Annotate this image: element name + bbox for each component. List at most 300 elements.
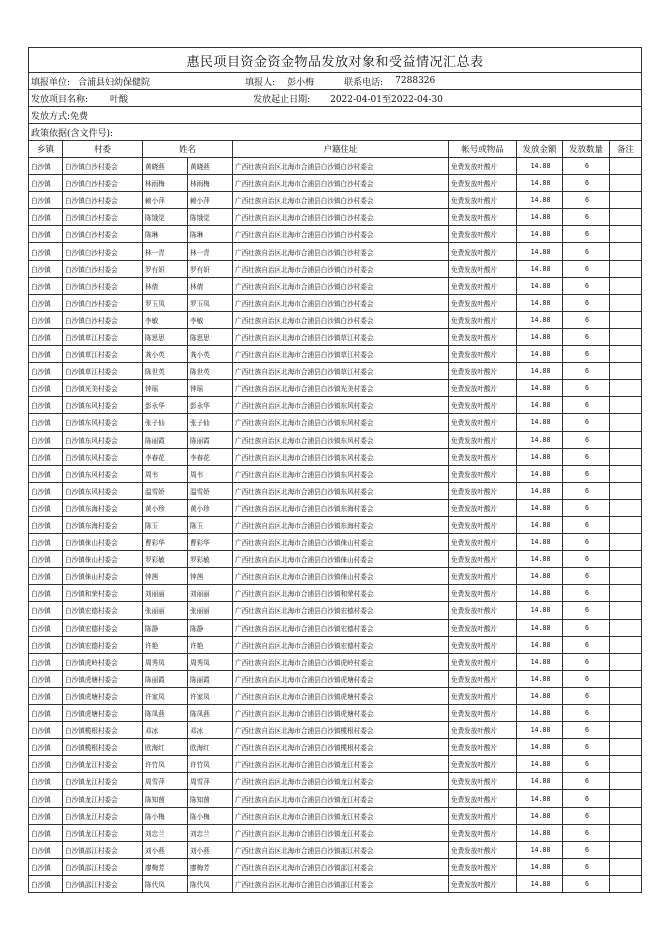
address-cell: 广西壮族自治区北海市合浦县白沙镇龙江村委会 xyxy=(233,756,449,773)
item-cell: 免费发放叶酸片 xyxy=(449,653,517,670)
town-cell: 白沙镇 xyxy=(29,516,63,533)
remark-cell xyxy=(610,790,642,807)
table-row xyxy=(29,363,642,380)
name-cell: 刘小燕 xyxy=(143,841,188,858)
remark-cell xyxy=(610,175,642,192)
quantity-cell: 6 xyxy=(563,790,610,807)
phone-label: 联系电话: xyxy=(344,77,384,88)
amount-cell: 14.88 xyxy=(517,499,563,516)
amount-cell: 14.88 xyxy=(517,397,563,414)
quantity-cell: 6 xyxy=(563,602,610,619)
item-cell: 免费发放叶酸片 xyxy=(449,346,517,363)
name-cell: 彭永华 xyxy=(143,397,188,414)
name-cell: 陈凤燕 xyxy=(143,705,188,722)
table-row xyxy=(29,482,642,499)
reporter-label: 填报人: xyxy=(245,77,276,88)
quantity-cell: 6 xyxy=(563,585,610,602)
town-cell: 白沙镇 xyxy=(29,670,63,687)
remark-cell xyxy=(610,858,642,875)
table-row xyxy=(29,841,642,858)
village-cell: 白沙镇白沙村委会 xyxy=(63,311,143,328)
address-cell: 广西壮族自治区北海市合浦县白沙镇虎塘村委会 xyxy=(233,670,449,687)
item-cell: 免费发放叶酸片 xyxy=(449,499,517,516)
village-cell: 白沙镇白沙村委会 xyxy=(63,158,143,175)
name-cell: 黄晓燕 xyxy=(143,158,188,175)
address-cell: 广西壮族自治区北海市合浦县白沙镇白沙村委会 xyxy=(233,243,449,260)
name-copy-cell: 许艳 xyxy=(188,636,233,653)
name-cell: 林倩 xyxy=(143,277,188,294)
quantity-cell: 6 xyxy=(563,653,610,670)
remark-cell xyxy=(610,773,642,790)
name-cell: 周韦 xyxy=(143,465,188,482)
quantity-cell: 6 xyxy=(563,380,610,397)
village-cell: 白沙镇白沙村委会 xyxy=(63,192,143,209)
quantity-cell: 6 xyxy=(563,209,610,226)
amount-cell: 14.88 xyxy=(517,841,563,858)
address-cell: 广西壮族自治区北海市合浦县白沙镇宏德村委会 xyxy=(233,636,449,653)
header-remark: 备注 xyxy=(610,141,642,158)
name-cell: 陈饿觉 xyxy=(143,209,188,226)
item-cell: 免费发放叶酸片 xyxy=(449,636,517,653)
village-cell: 白沙镇白沙村委会 xyxy=(63,277,143,294)
item-cell: 免费发放叶酸片 xyxy=(449,260,517,277)
table-row xyxy=(29,824,642,841)
item-cell: 免费发放叶酸片 xyxy=(449,311,517,328)
item-cell: 免费发放叶酸片 xyxy=(449,670,517,687)
table-row xyxy=(29,551,642,568)
address-cell: 广西壮族自治区北海市合浦县白沙镇东海村委会 xyxy=(233,499,449,516)
quantity-cell: 6 xyxy=(563,243,610,260)
quantity-cell: 6 xyxy=(563,534,610,551)
town-cell: 白沙镇 xyxy=(29,636,63,653)
name-cell: 陈代凤 xyxy=(143,875,188,892)
item-cell: 免费发放叶酸片 xyxy=(449,516,517,533)
remark-cell xyxy=(610,328,642,345)
town-cell: 白沙镇 xyxy=(29,277,63,294)
village-cell: 白沙镇东风村委会 xyxy=(63,414,143,431)
town-cell: 白沙镇 xyxy=(29,722,63,739)
name-cell: 黄小珍 xyxy=(143,499,188,516)
name-copy-cell: 陈代凤 xyxy=(188,875,233,892)
address-cell: 广西壮族自治区北海市合浦县白沙镇白沙村委会 xyxy=(233,192,449,209)
policy-label: 政策依据(含文件号): xyxy=(31,128,114,139)
name-copy-cell: 彭永华 xyxy=(188,397,233,414)
table-row xyxy=(29,705,642,722)
name-cell: 陈思思 xyxy=(143,328,188,345)
table-row xyxy=(29,328,642,345)
town-cell: 白沙镇 xyxy=(29,858,63,875)
item-cell: 免费发放叶酸片 xyxy=(449,431,517,448)
address-cell: 广西壮族自治区北海市合浦县白沙镇东海村委会 xyxy=(233,516,449,533)
amount-cell: 14.88 xyxy=(517,465,563,482)
address-cell: 广西壮族自治区北海市合浦县白沙镇俫山村委会 xyxy=(233,568,449,585)
amount-cell: 14.88 xyxy=(517,551,563,568)
amount-cell: 14.88 xyxy=(517,328,563,345)
name-copy-cell: 林倩 xyxy=(188,277,233,294)
header-account: 帐号或物品 xyxy=(449,141,517,158)
period-value: 2022-04-01至2022-04-30 xyxy=(330,94,443,105)
town-cell: 白沙镇 xyxy=(29,175,63,192)
name-cell: 陈静 xyxy=(143,619,188,636)
address-cell: 广西壮族自治区北海市合浦县白沙镇白沙村委会 xyxy=(233,158,449,175)
name-copy-cell: 廖梅芳 xyxy=(188,858,233,875)
name-cell: 李敏 xyxy=(143,311,188,328)
name-copy-cell: 李敏 xyxy=(188,311,233,328)
address-cell: 广西壮族自治区北海市合浦县白沙镇虎塘村委会 xyxy=(233,687,449,704)
name-copy-cell: 周韦 xyxy=(188,465,233,482)
table-row xyxy=(29,311,642,328)
table-row xyxy=(29,858,642,875)
name-cell: 林一青 xyxy=(143,243,188,260)
unit-value: 合浦县妇幼保健院 xyxy=(78,77,151,88)
town-cell: 白沙镇 xyxy=(29,482,63,499)
name-cell: 罗玉凤 xyxy=(143,294,188,311)
town-cell: 白沙镇 xyxy=(29,585,63,602)
quantity-cell: 6 xyxy=(563,824,610,841)
remark-cell xyxy=(610,551,642,568)
village-cell: 白沙镇宏德村委会 xyxy=(63,636,143,653)
name-cell: 邓冰 xyxy=(143,722,188,739)
name-cell: 陈小梅 xyxy=(143,807,188,824)
page-title: 惠民项目资金资金物品发放对象和受益情况汇总表 xyxy=(29,48,642,73)
village-cell: 白沙镇草江村委会 xyxy=(63,346,143,363)
table-row xyxy=(29,294,642,311)
item-cell: 免费发放叶酸片 xyxy=(449,687,517,704)
remark-cell xyxy=(610,739,642,756)
table-row xyxy=(29,516,642,533)
name-copy-cell: 罗彩敏 xyxy=(188,551,233,568)
village-cell: 白沙镇东海村委会 xyxy=(63,516,143,533)
amount-cell: 14.88 xyxy=(517,670,563,687)
amount-cell: 14.88 xyxy=(517,687,563,704)
item-cell: 免费发放叶酸片 xyxy=(449,722,517,739)
table-row xyxy=(29,346,642,363)
remark-cell xyxy=(610,653,642,670)
name-cell: 周秀凤 xyxy=(143,653,188,670)
quantity-cell: 6 xyxy=(563,414,610,431)
amount-cell: 14.88 xyxy=(517,380,563,397)
quantity-cell: 6 xyxy=(563,807,610,824)
name-copy-cell: 刘忠兰 xyxy=(188,824,233,841)
table-row xyxy=(29,414,642,431)
table-row xyxy=(29,773,642,790)
item-cell: 免费发放叶酸片 xyxy=(449,534,517,551)
remark-cell xyxy=(610,841,642,858)
address-cell: 广西壮族自治区北海市合浦县白沙镇龙江村委会 xyxy=(233,824,449,841)
table-row xyxy=(29,687,642,704)
item-cell: 免费发放叶酸片 xyxy=(449,739,517,756)
address-cell: 广西壮族自治区北海市合浦县白沙镇白沙村委会 xyxy=(233,209,449,226)
name-copy-cell: 黄晓燕 xyxy=(188,158,233,175)
quantity-cell: 6 xyxy=(563,431,610,448)
name-copy-cell: 邓冰 xyxy=(188,722,233,739)
name-cell: 钟瑶 xyxy=(143,380,188,397)
address-cell: 广西壮族自治区北海市合浦县白沙镇龙江村委会 xyxy=(233,807,449,824)
name-copy-cell: 陈静 xyxy=(188,619,233,636)
village-cell: 白沙镇东海村委会 xyxy=(63,499,143,516)
remark-cell xyxy=(610,414,642,431)
quantity-cell: 6 xyxy=(563,875,610,892)
project-value: 叶酸 xyxy=(110,94,129,105)
item-cell: 免费发放叶酸片 xyxy=(449,756,517,773)
address-cell: 广西壮族自治区北海市合浦县白沙镇光美村委会 xyxy=(233,380,449,397)
name-copy-cell: 欧海红 xyxy=(188,739,233,756)
village-cell: 白沙镇俫山村委会 xyxy=(63,568,143,585)
header-amount: 发放金额 xyxy=(517,141,563,158)
item-cell: 免费发放叶酸片 xyxy=(449,790,517,807)
summary-sheet xyxy=(28,47,641,893)
remark-cell xyxy=(610,705,642,722)
unit-label: 填报单位: xyxy=(31,77,71,88)
address-cell: 广西壮族自治区北海市合浦县白沙镇东风村委会 xyxy=(233,482,449,499)
village-cell: 白沙镇虎塘村委会 xyxy=(63,670,143,687)
table-header-row xyxy=(29,141,642,158)
name-cell: 陈世英 xyxy=(143,363,188,380)
village-cell: 白沙镇邵江村委会 xyxy=(63,858,143,875)
name-copy-cell: 张子仙 xyxy=(188,414,233,431)
info-row-policy xyxy=(29,124,642,141)
remark-cell xyxy=(610,534,642,551)
town-cell: 白沙镇 xyxy=(29,807,63,824)
header-address: 户籍住址 xyxy=(233,141,449,158)
town-cell: 白沙镇 xyxy=(29,209,63,226)
town-cell: 白沙镇 xyxy=(29,619,63,636)
table-row xyxy=(29,158,642,175)
name-copy-cell: 陈世英 xyxy=(188,363,233,380)
address-cell: 广西壮族自治区北海市合浦县白沙镇俫山村委会 xyxy=(233,534,449,551)
address-cell: 广西壮族自治区北海市合浦县白沙镇榄根村委会 xyxy=(233,739,449,756)
amount-cell: 14.88 xyxy=(517,192,563,209)
town-cell: 白沙镇 xyxy=(29,739,63,756)
address-cell: 广西壮族自治区北海市合浦县白沙镇东风村委会 xyxy=(233,397,449,414)
item-cell: 免费发放叶酸片 xyxy=(449,482,517,499)
table-row xyxy=(29,243,642,260)
town-cell: 白沙镇 xyxy=(29,294,63,311)
address-cell: 广西壮族自治区北海市合浦县白沙镇白沙村委会 xyxy=(233,311,449,328)
town-cell: 白沙镇 xyxy=(29,448,63,465)
amount-cell: 14.88 xyxy=(517,807,563,824)
village-cell: 白沙镇虎塘村委会 xyxy=(63,687,143,704)
quantity-cell: 6 xyxy=(563,328,610,345)
remark-cell xyxy=(610,209,642,226)
name-copy-cell: 陈凤燕 xyxy=(188,705,233,722)
table-row xyxy=(29,209,642,226)
town-cell: 白沙镇 xyxy=(29,568,63,585)
village-cell: 白沙镇白沙村委会 xyxy=(63,175,143,192)
amount-cell: 14.88 xyxy=(517,636,563,653)
table-row xyxy=(29,875,642,892)
address-cell: 广西壮族自治区北海市合浦县白沙镇宏德村委会 xyxy=(233,602,449,619)
info-row-project xyxy=(29,90,642,107)
name-cell: 周雪萍 xyxy=(143,773,188,790)
amount-cell: 14.88 xyxy=(517,482,563,499)
town-cell: 白沙镇 xyxy=(29,260,63,277)
quantity-cell: 6 xyxy=(563,858,610,875)
remark-cell xyxy=(610,294,642,311)
address-cell: 广西壮族自治区北海市合浦县白沙镇白沙村委会 xyxy=(233,175,449,192)
remark-cell xyxy=(610,346,642,363)
town-cell: 白沙镇 xyxy=(29,158,63,175)
name-cell: 欧海红 xyxy=(143,739,188,756)
amount-cell: 14.88 xyxy=(517,209,563,226)
item-cell: 免费发放叶酸片 xyxy=(449,448,517,465)
name-copy-cell: 陈小梅 xyxy=(188,807,233,824)
name-cell: 李春花 xyxy=(143,448,188,465)
table-row xyxy=(29,448,642,465)
name-cell: 陈知茵 xyxy=(143,790,188,807)
town-cell: 白沙镇 xyxy=(29,397,63,414)
name-cell: 钟茜 xyxy=(143,568,188,585)
item-cell: 免费发放叶酸片 xyxy=(449,243,517,260)
name-copy-cell: 张丽丽 xyxy=(188,602,233,619)
name-copy-cell: 钟瑶 xyxy=(188,380,233,397)
table-row xyxy=(29,175,642,192)
quantity-cell: 6 xyxy=(563,568,610,585)
remark-cell xyxy=(610,636,642,653)
remark-cell xyxy=(610,192,642,209)
name-cell: 许艳 xyxy=(143,636,188,653)
item-cell: 免费发放叶酸片 xyxy=(449,875,517,892)
name-copy-cell: 罗有妍 xyxy=(188,260,233,277)
amount-cell: 14.88 xyxy=(517,824,563,841)
remark-cell xyxy=(610,687,642,704)
table-row xyxy=(29,739,642,756)
name-cell: 龚小英 xyxy=(143,346,188,363)
item-cell: 免费发放叶酸片 xyxy=(449,363,517,380)
name-copy-cell: 陈知茵 xyxy=(188,790,233,807)
amount-cell: 14.88 xyxy=(517,722,563,739)
table-row xyxy=(29,277,642,294)
remark-cell xyxy=(610,619,642,636)
quantity-cell: 6 xyxy=(563,277,610,294)
quantity-cell: 6 xyxy=(563,175,610,192)
town-cell: 白沙镇 xyxy=(29,551,63,568)
remark-cell xyxy=(610,226,642,243)
remark-cell xyxy=(610,380,642,397)
amount-cell: 14.88 xyxy=(517,619,563,636)
village-cell: 白沙镇东风村委会 xyxy=(63,397,143,414)
header-quantity: 发放数量 xyxy=(563,141,610,158)
item-cell: 免费发放叶酸片 xyxy=(449,328,517,345)
reporter-value: 彭小梅 xyxy=(287,77,315,88)
amount-cell: 14.88 xyxy=(517,414,563,431)
item-cell: 免费发放叶酸片 xyxy=(449,705,517,722)
header-town: 乡镇 xyxy=(29,141,63,158)
table-row xyxy=(29,670,642,687)
item-cell: 免费发放叶酸片 xyxy=(449,824,517,841)
address-cell: 广西壮族自治区北海市合浦县白沙镇龙江村委会 xyxy=(233,790,449,807)
name-copy-cell: 陈琳 xyxy=(188,226,233,243)
method-label: 发放方式: xyxy=(31,111,71,122)
quantity-cell: 6 xyxy=(563,739,610,756)
amount-cell: 14.88 xyxy=(517,363,563,380)
quantity-cell: 6 xyxy=(563,397,610,414)
amount-cell: 14.88 xyxy=(517,739,563,756)
name-copy-cell: 林一青 xyxy=(188,243,233,260)
table-row xyxy=(29,499,642,516)
item-cell: 免费发放叶酸片 xyxy=(449,192,517,209)
project-label: 发放项目名称: xyxy=(31,94,89,105)
table-row xyxy=(29,636,642,653)
header-name: 姓名 xyxy=(143,141,233,158)
item-cell: 免费发放叶酸片 xyxy=(449,585,517,602)
remark-cell xyxy=(610,722,642,739)
address-cell: 广西壮族自治区北海市合浦县白沙镇草江村委会 xyxy=(233,346,449,363)
name-cell: 廖梅芳 xyxy=(143,858,188,875)
remark-cell xyxy=(610,568,642,585)
table-row xyxy=(29,534,642,551)
name-copy-cell: 陈丽霞 xyxy=(188,670,233,687)
amount-cell: 14.88 xyxy=(517,158,563,175)
name-copy-cell: 陈思思 xyxy=(188,328,233,345)
remark-cell xyxy=(610,807,642,824)
quantity-cell: 6 xyxy=(563,192,610,209)
town-cell: 白沙镇 xyxy=(29,414,63,431)
item-cell: 免费发放叶酸片 xyxy=(449,602,517,619)
table-row xyxy=(29,619,642,636)
village-cell: 白沙镇草江村委会 xyxy=(63,328,143,345)
remark-cell xyxy=(610,516,642,533)
name-copy-cell: 赖小萍 xyxy=(188,192,233,209)
remark-cell xyxy=(610,465,642,482)
amount-cell: 14.88 xyxy=(517,602,563,619)
village-cell: 白沙镇白沙村委会 xyxy=(63,260,143,277)
amount-cell: 14.88 xyxy=(517,653,563,670)
quantity-cell: 6 xyxy=(563,636,610,653)
remark-cell xyxy=(610,363,642,380)
village-cell: 白沙镇东风村委会 xyxy=(63,482,143,499)
remark-cell xyxy=(610,824,642,841)
item-cell: 免费发放叶酸片 xyxy=(449,209,517,226)
village-cell: 白沙镇白沙村委会 xyxy=(63,226,143,243)
village-cell: 白沙镇东风村委会 xyxy=(63,465,143,482)
item-cell: 免费发放叶酸片 xyxy=(449,858,517,875)
remark-cell xyxy=(610,670,642,687)
quantity-cell: 6 xyxy=(563,294,610,311)
amount-cell: 14.88 xyxy=(517,346,563,363)
village-cell: 白沙镇榄根村委会 xyxy=(63,739,143,756)
village-cell: 白沙镇草江村委会 xyxy=(63,363,143,380)
item-cell: 免费发放叶酸片 xyxy=(449,465,517,482)
name-copy-cell: 李春花 xyxy=(188,448,233,465)
address-cell: 广西壮族自治区北海市合浦县白沙镇宏德村委会 xyxy=(233,619,449,636)
address-cell: 广西壮族自治区北海市合浦县白沙镇东风村委会 xyxy=(233,414,449,431)
header-village: 村委 xyxy=(63,141,143,158)
amount-cell: 14.88 xyxy=(517,773,563,790)
village-cell: 白沙镇东风村委会 xyxy=(63,448,143,465)
amount-cell: 14.88 xyxy=(517,516,563,533)
town-cell: 白沙镇 xyxy=(29,824,63,841)
address-cell: 广西壮族自治区北海市合浦县白沙镇白沙村委会 xyxy=(233,226,449,243)
address-cell: 广西壮族自治区北海市合浦县白沙镇东风村委会 xyxy=(233,431,449,448)
address-cell: 广西壮族自治区北海市合浦县白沙镇虎塘村委会 xyxy=(233,705,449,722)
village-cell: 白沙镇龙江村委会 xyxy=(63,790,143,807)
village-cell: 白沙镇和荣村委会 xyxy=(63,585,143,602)
table-row xyxy=(29,260,642,277)
village-cell: 白沙镇龙江村委会 xyxy=(63,756,143,773)
town-cell: 白沙镇 xyxy=(29,687,63,704)
name-cell: 温雪娇 xyxy=(143,482,188,499)
name-copy-cell: 林雨梅 xyxy=(188,175,233,192)
info-row-unit xyxy=(29,73,642,90)
item-cell: 免费发放叶酸片 xyxy=(449,551,517,568)
name-cell: 刘丽丽 xyxy=(143,585,188,602)
name-copy-cell: 龚小英 xyxy=(188,346,233,363)
name-cell: 刘忠兰 xyxy=(143,824,188,841)
name-copy-cell: 陈玉 xyxy=(188,516,233,533)
table-row xyxy=(29,397,642,414)
quantity-cell: 6 xyxy=(563,705,610,722)
